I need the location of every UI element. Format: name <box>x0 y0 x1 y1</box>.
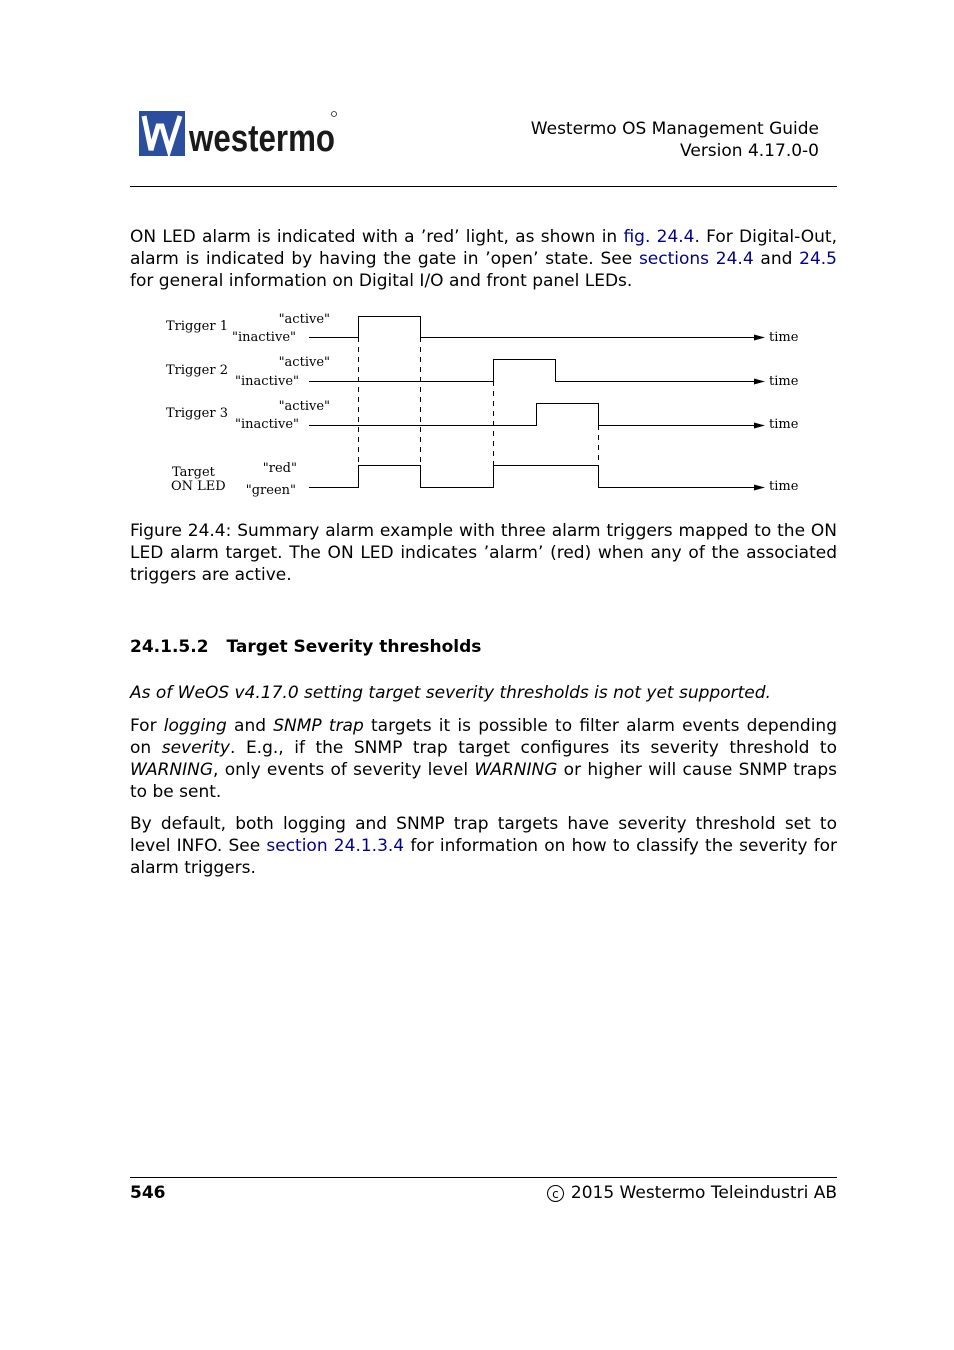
state-label-active-2: "active" <box>278 355 330 370</box>
alarm-timing-diagram <box>150 305 830 505</box>
registered-mark <box>332 112 337 117</box>
para3-text-1: By default, both logging and SNMP trap targets have severity threshold set to level INFO. See <box>130 814 837 856</box>
state-label-active-1: "active" <box>278 312 330 327</box>
time-arrow-4 <box>754 485 765 491</box>
row-label-trigger-2: Trigger 2 <box>166 363 228 378</box>
section-title: Target Severity thresholds <box>226 637 482 657</box>
state-label-inactive-1: "inactive" <box>232 330 296 345</box>
state-label-red: "red" <box>262 461 297 476</box>
footer-divider <box>130 1177 837 1178</box>
intro-text-1: ON LED alarm is indicated with a ’red’ light, as shown in <box>130 227 624 247</box>
waveform-target-on-led <box>309 466 756 488</box>
para2-text-6: or higher will cause SNMP traps to be sent. <box>130 760 837 802</box>
westermo-logo <box>139 110 339 158</box>
document-title: Westermo OS Management Guide <box>530 119 819 139</box>
time-arrow-3 <box>754 423 765 429</box>
axis-label-time-3: time <box>769 417 799 432</box>
copyright-text: 2015 Westermo Teleindustri AB <box>570 1183 837 1203</box>
intro-paragraph <box>130 226 837 292</box>
state-label-inactive-2: "inactive" <box>235 374 299 389</box>
axis-label-time-1: time <box>769 330 799 345</box>
waveform-trigger-2 <box>309 360 756 382</box>
para2-term-warning-2: WARNING <box>474 760 558 780</box>
row-label-trigger-3: Trigger 3 <box>166 406 228 421</box>
para2-term-snmp-trap: SNMP trap <box>273 716 364 736</box>
state-label-green: "green" <box>245 483 296 498</box>
header-divider <box>130 186 837 187</box>
row-label-on-led: ON LED <box>171 479 226 494</box>
para2-term-severity: severity <box>161 738 230 758</box>
time-arrow-2 <box>754 379 765 385</box>
document-header <box>531 118 819 162</box>
section-link-24-1-3-4[interactable]: section 24.1.3.4 <box>266 836 405 856</box>
intro-text-2: . For Digital-Out, alarm is indicated by having the gate in ’open’ state. See <box>130 227 837 269</box>
copyright <box>547 1182 837 1204</box>
time-arrow-1 <box>754 335 765 341</box>
figure-link[interactable]: fig. 24.4 <box>623 227 695 247</box>
row-label-trigger-1: Trigger 1 <box>166 319 228 334</box>
para3-text-2: for information on how to classify the severity for alarm triggers. <box>130 836 838 878</box>
intro-text-3: and <box>753 249 800 269</box>
severity-filter-paragraph <box>130 715 837 803</box>
para2-term-warning-1: WARNING <box>130 760 214 780</box>
state-label-inactive-3: "inactive" <box>235 417 299 432</box>
axis-label-time-2: time <box>769 374 799 389</box>
state-label-active-3: "active" <box>278 399 330 414</box>
figure-caption: Figure 24.4: Summary alarm example with three alarm triggers mapped to the ON LED alarm target. The ON LED indicates ’alarm’ (red) when any of the associated triggers are active. <box>130 521 837 585</box>
section-link-24-5[interactable]: 24.5 <box>799 249 837 269</box>
sections-link[interactable]: sections 24.4 <box>638 249 754 269</box>
intro-text-4: for general information on Digital I/O and front panel LEDs. <box>130 271 633 291</box>
row-label-target: Target <box>172 465 215 480</box>
para2-text-5: , only events of severity level <box>213 760 475 780</box>
support-note: As of WeOS v4.17.0 setting target severity thresholds is not yet supported. <box>130 683 771 703</box>
document-version: Version 4.17.0-0 <box>680 141 819 161</box>
waveform-trigger-1 <box>309 317 756 338</box>
para2-text-3: targets it is possible to filter alarm events depending on <box>130 716 838 758</box>
copyright-icon: c <box>547 1185 564 1202</box>
para2-term-logging: logging <box>163 716 227 736</box>
section-heading <box>130 636 481 658</box>
section-number: 24.1.5.2 <box>130 637 209 657</box>
axis-label-time-4: time <box>769 479 799 494</box>
default-threshold-paragraph <box>130 813 837 879</box>
para2-text-4: . E.g., if the SNMP trap target configures its severity threshold to <box>230 738 837 758</box>
para2-text-1: For <box>130 716 164 736</box>
dashed-guides <box>359 337 599 465</box>
para2-text-2: and <box>226 716 274 736</box>
logo-text: westermo <box>188 118 335 160</box>
page-number: 546 <box>130 1183 166 1203</box>
waveform-trigger-3 <box>309 404 756 426</box>
